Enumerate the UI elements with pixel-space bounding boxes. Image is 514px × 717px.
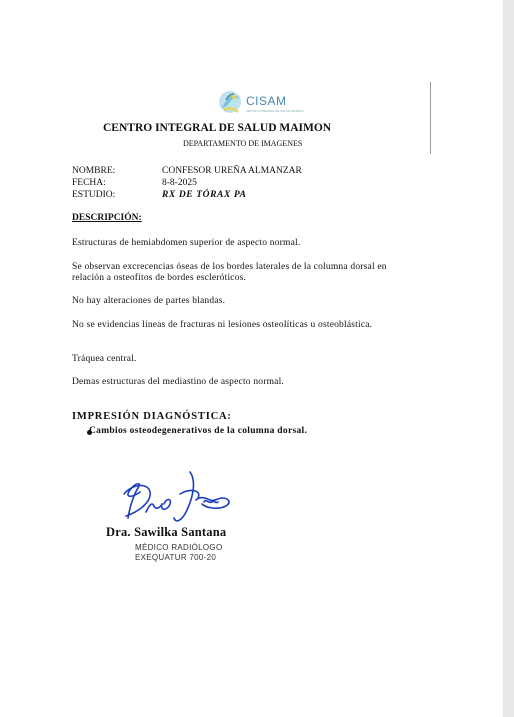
study-value: RX DE TÓRAX PA — [162, 190, 247, 200]
description-heading: DESCRIPCIÓN: — [72, 213, 142, 223]
finding-paragraph: Demas estructuras del mediastino de aspecto normal. — [72, 377, 285, 387]
date-label: FECHA: — [72, 178, 106, 188]
department-name: DEPARTAMENTO DE IMAGENES — [183, 139, 303, 148]
finding-paragraph: Estructuras de hemiabdomen superior de aspecto normal. — [72, 238, 301, 248]
finding-paragraph: No hay alteraciones de partes blandas. — [72, 296, 226, 306]
impression-item: Cambios osteodegenerativos de la columna dorsal. — [89, 426, 308, 436]
name-value: CONFESOR UREÑA ALMANZAR — [162, 166, 302, 176]
impression-heading: IMPRESIÓN DIAGNÓSTICA: — [72, 411, 232, 422]
date-value: 8-8-2025 — [162, 178, 197, 188]
doctor-name: Dra. Sawilka Santana — [106, 525, 227, 539]
doctor-exequatur: EXEQUATUR 700-20 — [135, 553, 217, 562]
logo-text: CISAM — [246, 94, 287, 108]
page-margin-marker — [430, 82, 431, 154]
finding-paragraph: No se evidencias líneas de fracturas ni lesiones osteolíticas u osteoblástica. — [72, 320, 373, 330]
center-name: CENTRO INTEGRAL DE SALUD MAIMON — [103, 122, 332, 134]
doctor-role: MÉDICO RADIÓLOGO — [135, 543, 223, 552]
name-label: NOMBRE: — [72, 166, 116, 176]
finding-paragraph: Tráquea central. — [72, 354, 137, 364]
handwritten-signature — [110, 468, 240, 528]
logo-subtext: CENTRO INTEGRAL DE SALUD MAIMON — [246, 109, 304, 113]
finding-paragraph: Se observan excrecencias óseas de los bordes laterales de la columna dorsal en relación a osteofitos de bordes escleróticos. — [72, 262, 387, 283]
study-label: ESTUDIO: — [72, 190, 116, 200]
viewer-background — [503, 0, 514, 717]
